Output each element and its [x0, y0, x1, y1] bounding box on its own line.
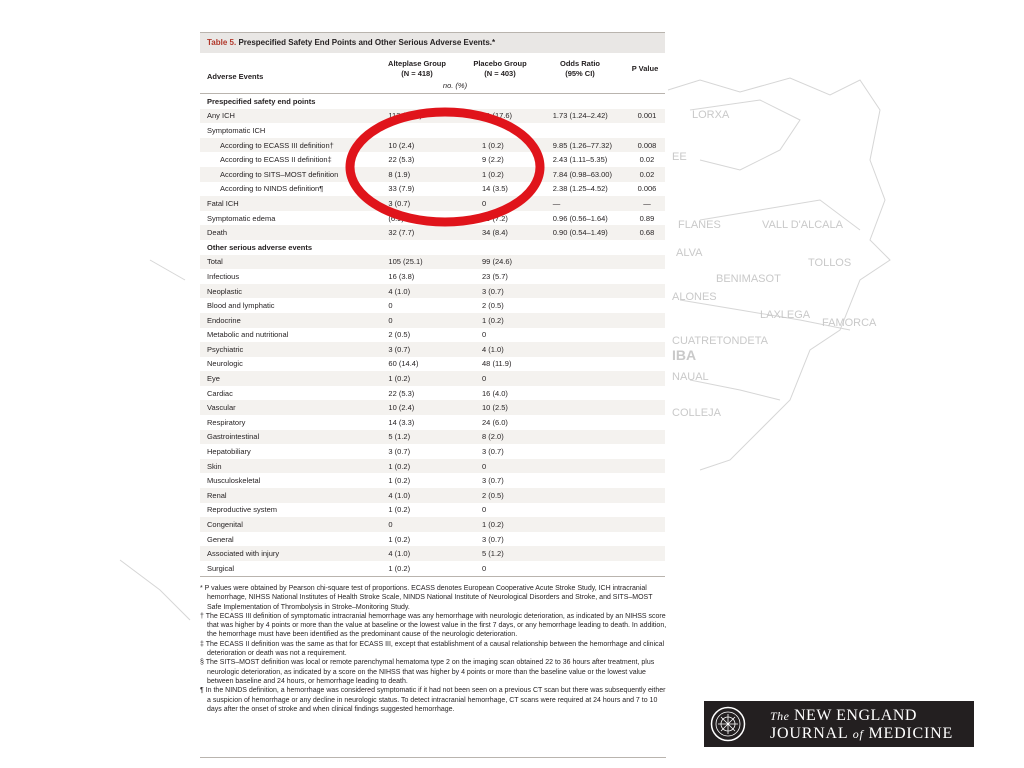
- odds-ratio-value: [553, 371, 629, 386]
- map-label: TOLLOS: [808, 257, 852, 269]
- map-label: LORXA: [692, 109, 730, 121]
- logo-journal: JOURNAL: [770, 725, 848, 742]
- header-alteplase-label: Alteplase Group: [388, 59, 446, 68]
- table-row: [200, 517, 665, 532]
- event-label: Endocrine: [200, 313, 380, 328]
- alteplase-value: 2 (0.5): [388, 330, 411, 340]
- highlight-oval: [345, 107, 545, 227]
- p-value: [629, 94, 665, 109]
- odds-ratio-value: [553, 313, 629, 328]
- placebo-value: 5 (1.2): [464, 546, 553, 561]
- header-odds-ratio: [535, 59, 625, 79]
- odds-ratio-value: 1.73 (1.24–2.42): [553, 109, 629, 124]
- placebo-value: 3 (0.7): [482, 447, 504, 457]
- placebo-value: 16 (4.0): [482, 388, 508, 398]
- table-row: [200, 444, 665, 459]
- alteplase-value: 0: [380, 313, 464, 328]
- table-bottom-rule: [200, 576, 665, 577]
- event-label: Blood and lymphatic: [207, 301, 275, 311]
- odds-ratio-value: [553, 415, 629, 430]
- header-placebo: [455, 59, 545, 79]
- event-label: Congenital: [200, 517, 380, 532]
- odds-ratio-value: [553, 94, 629, 109]
- alteplase-value: 14 (3.3): [388, 417, 415, 427]
- alteplase-value: 113 (27.0): [380, 109, 464, 124]
- alteplase-value: 4 (1.0): [380, 284, 464, 299]
- event-label: Hepatobiliary: [207, 447, 251, 457]
- alteplase-value: 0: [380, 517, 464, 532]
- alteplase-value: 1 (0.2): [388, 563, 411, 573]
- p-value: [629, 444, 665, 459]
- placebo-value: 48 (11.9): [482, 359, 512, 369]
- p-value: 0.68: [629, 225, 665, 240]
- alteplase-value: 0: [388, 301, 393, 311]
- odds-ratio-value: [553, 503, 629, 518]
- event-label: Infectious: [207, 271, 240, 281]
- alteplase-value: 10 (2.4): [380, 400, 464, 415]
- table-row: [200, 357, 665, 372]
- event-label: Neoplastic: [200, 284, 380, 299]
- map-label: ALONES: [672, 291, 717, 303]
- alteplase-value: 105 (25.1): [380, 255, 464, 270]
- table-row: [200, 269, 665, 284]
- placebo-value: 0: [464, 196, 553, 211]
- p-value: [629, 532, 665, 547]
- seal-icon: [710, 706, 746, 742]
- p-value: [629, 459, 665, 474]
- table-row: [200, 386, 665, 401]
- placebo-value: 34 (8.4): [464, 225, 553, 240]
- odds-ratio-value: [553, 532, 629, 547]
- alteplase-value: 1 (0.2): [388, 534, 411, 544]
- event-label: Musculoskeletal: [207, 476, 261, 486]
- header-p-value: P Value: [631, 64, 659, 73]
- event-label: General: [207, 534, 234, 544]
- odds-ratio-value: 2.43 (1.11–5.35): [552, 155, 608, 165]
- p-value: [629, 386, 665, 401]
- logo-line-2: [770, 725, 953, 743]
- alteplase-value: 1 (0.2): [388, 505, 411, 515]
- p-value: 0.89: [639, 213, 655, 223]
- odds-ratio-value: [553, 430, 629, 445]
- alteplase-value: (6.9): [388, 213, 404, 223]
- odds-ratio-value: [553, 386, 629, 401]
- placebo-value: 71 (17.6): [464, 109, 553, 124]
- odds-ratio-value: [553, 255, 629, 270]
- event-label: Skin: [200, 459, 380, 474]
- p-value: [629, 430, 665, 445]
- table-row: [200, 284, 665, 299]
- map-label: ALVA: [676, 247, 703, 259]
- header-odds-ci: (95% CI): [565, 69, 595, 78]
- p-value: 0.02: [639, 155, 655, 165]
- odds-ratio-value: [553, 444, 629, 459]
- placebo-value: 2 (0.5): [482, 301, 504, 311]
- odds-ratio-value: 0.90 (0.54–1.49): [553, 225, 629, 240]
- odds-ratio-value: [553, 488, 629, 503]
- logo-medicine: MEDICINE: [868, 725, 954, 742]
- event-label: Surgical: [207, 563, 235, 573]
- event-label: Symptomatic edema: [207, 213, 276, 223]
- footnotes-rule: [200, 757, 666, 758]
- alteplase-value: 1 (0.2): [388, 476, 411, 486]
- p-value: [629, 517, 665, 532]
- map-label: VALL D'ALCALA: [762, 219, 843, 231]
- odds-ratio-value: [553, 459, 629, 474]
- odds-ratio-value: 7.84 (0.98–63.00): [553, 167, 629, 182]
- odds-ratio-value: [553, 546, 629, 561]
- event-label: Metabolic and nutritional: [207, 330, 289, 340]
- table-row: [200, 400, 665, 415]
- p-value: [629, 328, 665, 343]
- alteplase-value: 10 (2.4): [380, 138, 464, 153]
- p-value: [629, 546, 665, 561]
- p-value: [629, 473, 665, 488]
- alteplase-value: 3 (0.7): [380, 196, 464, 211]
- alteplase-value: 3 (0.7): [388, 447, 411, 457]
- table-row: [200, 313, 665, 328]
- event-label: Neurologic: [207, 359, 243, 369]
- placebo-value: 0: [464, 371, 553, 386]
- odds-ratio-value: 0.96 (0.56–1.64): [552, 213, 608, 223]
- event-label: Respiratory: [207, 417, 246, 427]
- placebo-value: 9 (2.2): [482, 155, 504, 165]
- alteplase-value: 1 (0.2): [380, 371, 464, 386]
- event-label: According to ECASS II definition‡: [220, 155, 332, 165]
- odds-ratio-value: [553, 473, 629, 488]
- p-value: [629, 357, 665, 372]
- p-value: [629, 284, 665, 299]
- table-row: [200, 459, 665, 474]
- map-label: NAUAL: [672, 371, 709, 383]
- odds-ratio-value: [553, 561, 629, 576]
- footnotes: [200, 584, 668, 714]
- p-value: 0.008: [629, 138, 665, 153]
- table-row: [200, 488, 665, 503]
- map-label: FAMORCA: [822, 317, 877, 329]
- section-header-row: [200, 240, 665, 255]
- p-value: [629, 298, 665, 313]
- placebo-value: 10 (2.5): [464, 400, 553, 415]
- event-label: Psychiatric: [200, 342, 380, 357]
- table-row: [200, 430, 665, 445]
- alteplase-value: 60 (14.4): [388, 359, 419, 369]
- odds-ratio-value: [553, 400, 629, 415]
- odds-ratio-value: [553, 123, 629, 138]
- event-label: According to SITS–MOST definition: [200, 167, 380, 182]
- p-value: 0.001: [629, 109, 665, 124]
- placebo-value: 3 (0.7): [482, 534, 504, 544]
- alteplase-value: 32 (7.7): [380, 225, 464, 240]
- p-value: [629, 123, 665, 138]
- p-value: [629, 488, 665, 503]
- table-title: [200, 32, 665, 53]
- event-label: Eye: [200, 371, 380, 386]
- odds-ratio-value: [553, 284, 629, 299]
- table-row: [200, 371, 665, 386]
- placebo-value: 3 (0.7): [464, 284, 553, 299]
- header-alteplase: [372, 59, 462, 79]
- p-value: [629, 503, 665, 518]
- odds-ratio-value: 2.38 (1.25–4.52): [552, 184, 608, 194]
- p-value: 0.006: [637, 184, 657, 194]
- event-label: Other serious adverse events: [207, 242, 313, 252]
- logo-line-1: [770, 707, 917, 725]
- footnote: ‡ The ECASS II definition was the same as that for ECASS III, except that establishment of a causal relationship between the hemorrhage and clinical deterioration or death was not a requirement.: [200, 640, 665, 658]
- placebo-value: 1 (0.2): [464, 167, 553, 182]
- placebo-value: 99 (24.6): [464, 255, 553, 270]
- table-row: [200, 342, 665, 357]
- map-label: EE: [672, 151, 687, 163]
- p-value: [629, 342, 665, 357]
- footnote: * P values were obtained by Pearson chi-square test of proportions. ECASS denotes European Cooperative Acute Stroke Study, ICH intracranial hemorrhage, NIHSS National Institutes of Health Stroke Scale, NINDS National Institute of Neurological Disorders and Stroke, and SITS–MOST Safe Implementation of Thrombolysis in Stroke–Monitoring Study.: [200, 585, 653, 611]
- header-alteplase-n: (N = 418): [401, 69, 433, 78]
- placebo-value: 0: [482, 505, 487, 515]
- placebo-value: 29 (7.2): [482, 213, 508, 223]
- placebo-value: [464, 240, 553, 255]
- logo-the: The: [770, 709, 790, 723]
- p-value: —: [629, 196, 665, 211]
- map-label: IBA: [672, 347, 697, 363]
- event-label: Gastrointestinal: [200, 430, 380, 445]
- event-label: According to NINDS definition¶: [220, 184, 324, 194]
- table-row: [200, 298, 665, 313]
- placebo-value: 1 (0.2): [464, 313, 553, 328]
- p-value: [629, 371, 665, 386]
- p-value: [629, 255, 665, 270]
- table-title-text: Prespecified Safety End Points and Other Serious Adverse Events.*: [238, 38, 496, 47]
- placebo-value: 1 (0.2): [464, 138, 553, 153]
- event-label: Cardiac: [207, 388, 233, 398]
- event-label: Associated with injury: [200, 546, 380, 561]
- placebo-value: 0: [482, 330, 487, 340]
- event-label: According to ECASS III definition†: [200, 138, 380, 153]
- map-label: COLLEJA: [672, 407, 721, 419]
- event-label: Death: [200, 225, 380, 240]
- p-value: 0.02: [629, 167, 665, 182]
- placebo-value: 1 (0.2): [464, 517, 553, 532]
- p-value: [629, 400, 665, 415]
- header-odds-label: Odds Ratio: [559, 59, 600, 68]
- map-label: BENIMASOT: [716, 273, 781, 285]
- placebo-value: 2 (0.5): [464, 488, 553, 503]
- alteplase-value: 8 (1.9): [380, 167, 464, 182]
- alteplase-value: [380, 240, 464, 255]
- table-row: [200, 225, 665, 240]
- footnote: † The ECASS III definition of symptomatic intracranial hemorrhage was any hemorrhage with neurologic deterioration, as indicated by an NIHSS score that was higher by 4 points or more than the value at baseline or the lowest value in the first 7 days, or any hemorrhage leading to death. In addition, the hemorrhage must have been identified as the predominant cause of the neurologic deterioration.: [200, 612, 667, 639]
- odds-ratio-value: [553, 328, 629, 343]
- table-row: [200, 255, 665, 270]
- event-label: Fatal ICH: [200, 196, 380, 211]
- event-label: Total: [200, 255, 380, 270]
- table-row: [200, 503, 665, 518]
- odds-ratio-value: [553, 269, 629, 284]
- event-label: Renal: [200, 488, 380, 503]
- logo-of: of: [852, 727, 864, 741]
- placebo-value: 0: [464, 459, 553, 474]
- logo-new-england: NEW ENGLAND: [794, 707, 917, 724]
- placebo-value: 3 (0.7): [482, 476, 504, 486]
- alteplase-value: 5 (1.2): [380, 430, 464, 445]
- header-placebo-n: (N = 403): [484, 69, 516, 78]
- alteplase-value: 22 (5.3): [388, 155, 415, 165]
- p-value: [629, 269, 665, 284]
- alteplase-value: 22 (5.3): [388, 388, 415, 398]
- table-row: [200, 532, 665, 547]
- map-label: FLANES: [678, 219, 721, 231]
- footnote: § The SITS–MOST definition was local or remote parenchymal hematoma type 2 on the imaging scan obtained 22 to 36 hours after treatment, plus neurologic deterioration, as indicated by a score on the NIHSS that was higher by 4 points or more than the baseline value or the lowest value between baseline and 24 hours, or hemorrhage leading to death.: [200, 659, 655, 685]
- table-row: [200, 546, 665, 561]
- footnote: ¶ In the NINDS definition, a hemorrhage was considered symptomatic if it had not been seen on a previous CT scan but there was subsequently either a suspicion of hemorrhage or any decline in neurologic status. To detect intracranial hemorrhage, CT scans were required at 24 hours and 7 to 10 days after the onset of stroke and when clinical findings suggested hemorrhage.: [200, 687, 666, 713]
- placebo-value: 4 (1.0): [464, 342, 553, 357]
- odds-ratio-value: [553, 298, 629, 313]
- header-units: no. (%): [442, 81, 468, 90]
- table-row: [200, 328, 665, 343]
- placebo-value: 8 (2.0): [464, 430, 553, 445]
- placebo-value: 0: [482, 563, 487, 573]
- alteplase-value: 3 (0.7): [380, 342, 464, 357]
- odds-ratio-value: [553, 357, 629, 372]
- placebo-value: 24 (6.0): [482, 417, 508, 427]
- odds-ratio-value: [553, 240, 629, 255]
- table-row: [200, 561, 665, 576]
- alteplase-value: 16 (3.8): [388, 271, 415, 281]
- table-row: [200, 415, 665, 430]
- table-row: [200, 473, 665, 488]
- odds-ratio-value: [553, 517, 629, 532]
- header-adverse-events: Adverse Events: [207, 72, 264, 81]
- event-label: Symptomatic ICH: [207, 125, 266, 135]
- p-value: [629, 240, 665, 255]
- odds-ratio-value: —: [553, 196, 629, 211]
- p-value: [629, 415, 665, 430]
- alteplase-value: 1 (0.2): [380, 459, 464, 474]
- odds-ratio-value: 9.85 (1.26–77.32): [553, 138, 629, 153]
- header-placebo-label: Placebo Group: [473, 59, 527, 68]
- map-label: LAXLEGA: [760, 309, 811, 321]
- p-value: [629, 313, 665, 328]
- event-label: Reproductive system: [207, 505, 278, 515]
- event-label: Vascular: [200, 400, 380, 415]
- table-number: Table 5.: [207, 38, 237, 47]
- event-label: Prespecified safety end points: [207, 96, 316, 106]
- column-headers: [200, 53, 665, 94]
- nejm-logo: [704, 701, 974, 747]
- event-label: Any ICH: [200, 109, 380, 124]
- alteplase-value: 4 (1.0): [380, 488, 464, 503]
- placebo-value: 14 (3.5): [482, 184, 508, 194]
- p-value: [629, 561, 665, 576]
- map-label: CUATRETONDETA: [672, 335, 768, 347]
- alteplase-value: 4 (1.0): [380, 546, 464, 561]
- alteplase-value: 33 (7.9): [388, 184, 415, 194]
- placebo-value: 23 (5.7): [482, 271, 508, 281]
- odds-ratio-value: [553, 342, 629, 357]
